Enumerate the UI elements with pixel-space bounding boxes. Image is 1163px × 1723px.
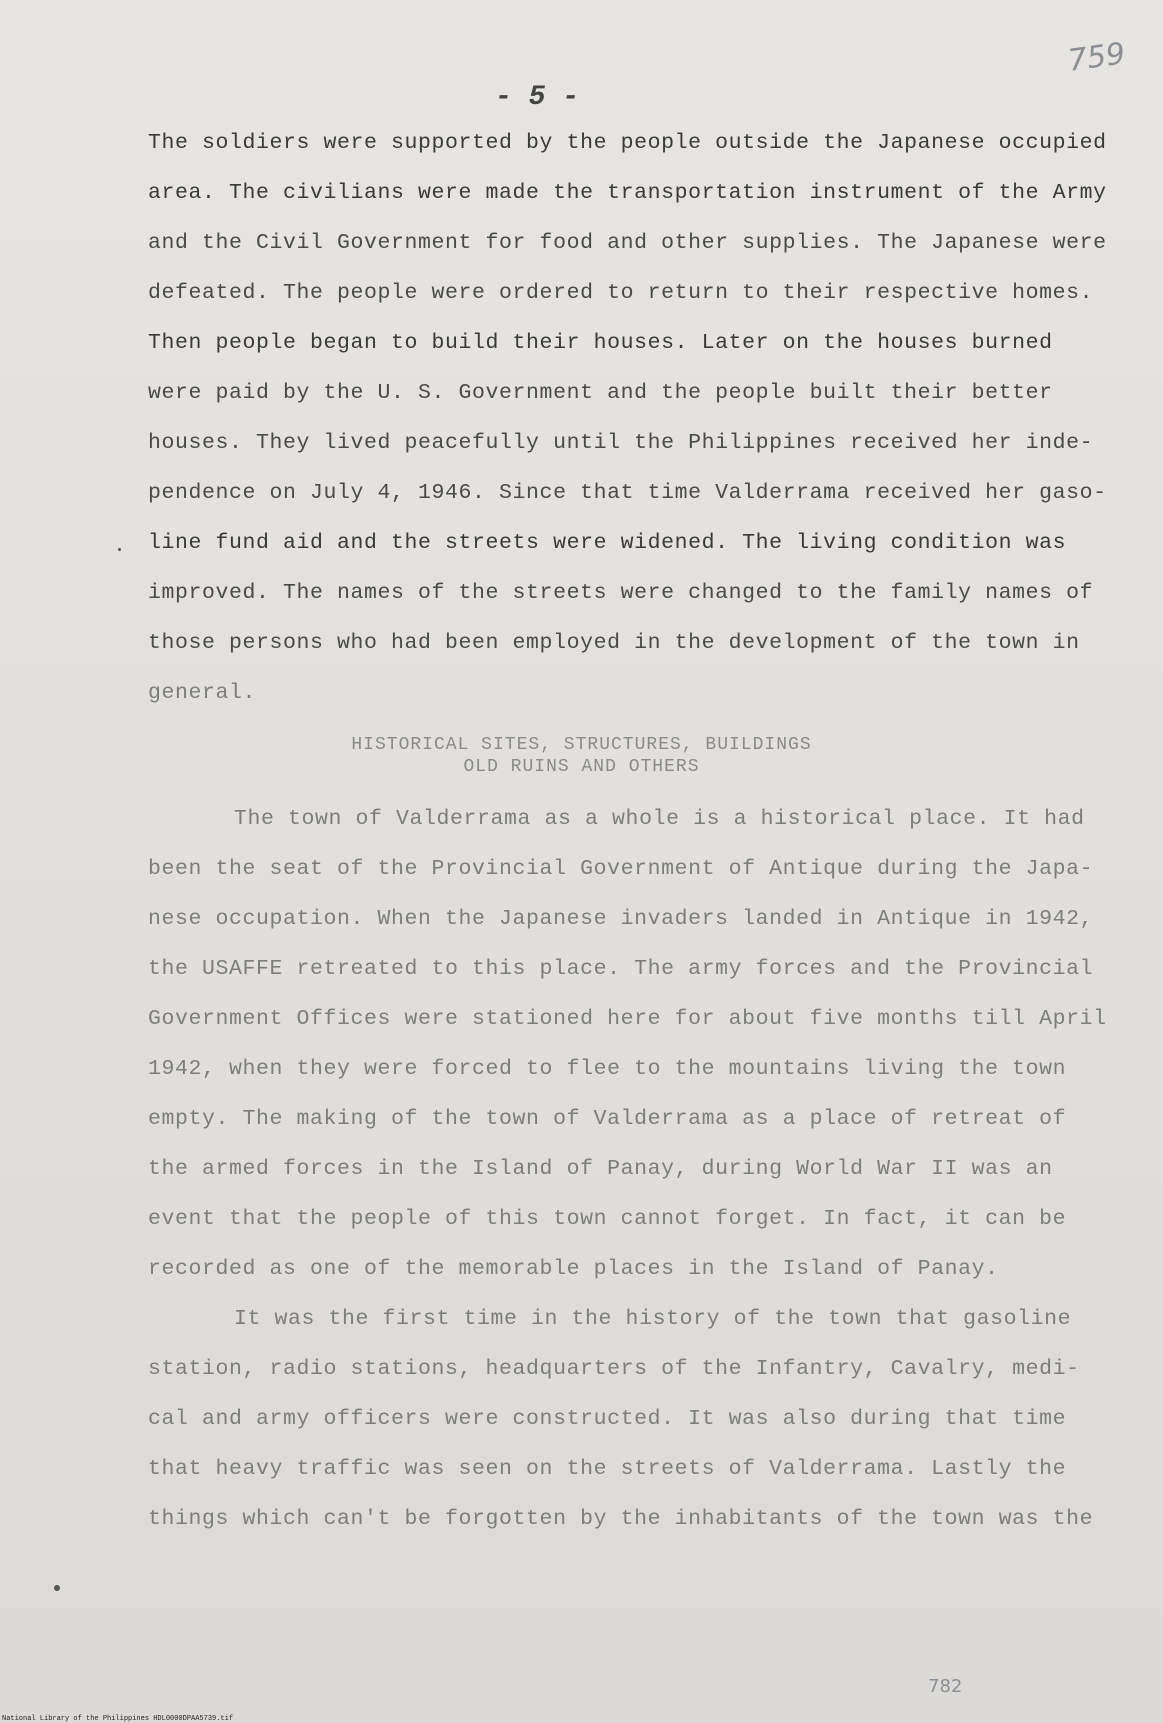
page-number: - 5 - <box>495 82 580 113</box>
archive-footer: National Library of the Philippines HDL0000DPAA5739.tif <box>2 1715 234 1723</box>
text-line: that heavy traffic was seen on the streets of Valderrama. Lastly the <box>148 1457 1067 1481</box>
text-line: improved. The names of the streets were changed to the family names of <box>148 581 1094 605</box>
text-line: line fund aid and the streets were widened. The living condition was <box>148 531 1067 555</box>
ink-speck <box>54 1585 60 1591</box>
section-heading-subline: OLD RUINS AND OTHERS <box>463 757 700 777</box>
text-line: those persons who had been employed in the development of the town in <box>148 631 1080 655</box>
text-line: recorded as one of the memorable places in the Island of Panay. <box>148 1257 999 1281</box>
margin-note: 782 <box>928 1676 963 1697</box>
text-line: the armed forces in the Island of Panay, during World War II was an <box>148 1157 1053 1181</box>
text-line: event that the people of this town cannot forget. In fact, it can be <box>148 1207 1067 1231</box>
ink-speck <box>118 548 121 551</box>
text-line: 1942, when they were forced to flee to the mountains living the town <box>148 1057 1067 1081</box>
text-line: Then people began to build their houses. Later on the houses burned <box>148 331 1053 355</box>
text-line: were paid by the U. S. Government and the people built their better <box>148 381 1053 405</box>
section-heading: HISTORICAL SITES, STRUCTURES, BUILDINGS <box>351 735 812 755</box>
folio-number: 759 <box>1065 36 1128 79</box>
text-line: empty. The making of the town of Valderrama as a place of retreat of <box>148 1107 1067 1131</box>
text-line: Government Offices were stationed here for about five months till April <box>148 1007 1107 1031</box>
text-line: and the Civil Government for food and other supplies. The Japanese were <box>148 231 1107 255</box>
text-line: cal and army officers were constructed. It was also during that time <box>148 1407 1067 1431</box>
text-line: the USAFFE retreated to this place. The army forces and the Provincial <box>148 957 1094 981</box>
text-line: pendence on July 4, 1946. Since that time Valderrama received her gaso- <box>148 481 1107 505</box>
text-line: The town of Valderrama as a whole is a historical place. It had <box>234 807 1085 831</box>
text-line: nese occupation. When the Japanese invaders landed in Antique in 1942, <box>148 907 1094 931</box>
text-line: area. The civilians were made the transportation instrument of the Army <box>148 181 1107 205</box>
text-line: It was the first time in the history of the town that gasoline <box>234 1307 1072 1331</box>
text-line: The soldiers were supported by the people outside the Japanese occupied <box>148 131 1107 155</box>
text-line: defeated. The people were ordered to return to their respective homes. <box>148 281 1094 305</box>
text-line: general. <box>148 681 257 705</box>
text-line: station, radio stations, headquarters of the Infantry, Cavalry, medi- <box>148 1357 1080 1381</box>
text-line: houses. They lived peacefully until the Philippines received her inde- <box>148 431 1094 455</box>
text-line: things which can't be forgotten by the inhabitants of the town was the <box>148 1507 1094 1531</box>
text-line: been the seat of the Provincial Government of Antique during the Japa- <box>148 857 1094 881</box>
